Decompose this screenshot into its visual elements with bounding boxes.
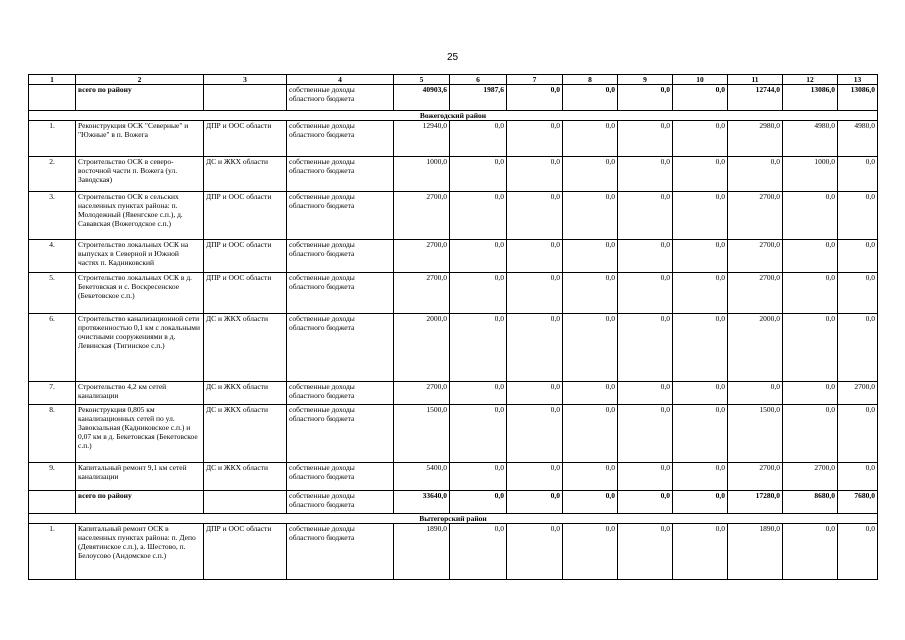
- value-col-13: 0,0: [838, 314, 878, 382]
- column-header: 7: [507, 75, 563, 85]
- funding-source: собственные доходы областного бюджета: [287, 85, 394, 111]
- value-col-10: 0,0: [673, 314, 728, 382]
- value-col-12: 2700,0: [783, 463, 838, 491]
- table-row: [29, 314, 878, 382]
- value-col-7: 0,0: [507, 314, 563, 382]
- row-number: 2.: [29, 157, 76, 192]
- responsible-dept: ДПР и ООС области: [204, 273, 287, 314]
- table-row: [29, 240, 878, 273]
- value-col-13: 0,0: [838, 524, 878, 580]
- value-col-8: 0,0: [563, 314, 618, 382]
- value-col-10: 0,0: [673, 157, 728, 192]
- value-col-10: 0,0: [673, 491, 728, 514]
- value-col-12: 0,0: [783, 192, 838, 240]
- row-number: 1.: [29, 121, 76, 157]
- responsible-dept: ДС и ЖКХ области: [204, 314, 287, 382]
- value-col-7: 0,0: [507, 85, 563, 111]
- value-col-10: 0,0: [673, 273, 728, 314]
- funding-source: собственные доходы областного бюджета: [287, 121, 394, 157]
- value-col-6: 1987,6: [450, 85, 507, 111]
- value-col-7: 0,0: [507, 524, 563, 580]
- project-name: Капитальный ремонт 9,1 км сетей канализации: [76, 463, 204, 491]
- value-col-8: 0,0: [563, 157, 618, 192]
- value-col-10: 0,0: [673, 405, 728, 463]
- value-col-13: 0,0: [838, 273, 878, 314]
- value-col-9: 0,0: [618, 491, 673, 514]
- value-col-11: 1890,0: [728, 524, 783, 580]
- responsible-dept: ДПР и ООС области: [204, 121, 287, 157]
- value-col-8: 0,0: [563, 382, 618, 405]
- value-col-11: 0,0: [728, 382, 783, 405]
- value-col-6: 0,0: [450, 240, 507, 273]
- value-col-13: 0,0: [838, 192, 878, 240]
- total-amount: 33640,0: [394, 491, 450, 514]
- responsible-dept: [204, 491, 287, 514]
- total-row: [29, 85, 878, 111]
- value-col-6: 0,0: [450, 524, 507, 580]
- column-header: 13: [838, 75, 878, 85]
- responsible-dept: ДС и ЖКХ области: [204, 405, 287, 463]
- row-number: 7.: [29, 382, 76, 405]
- total-row: [29, 491, 878, 514]
- value-col-7: 0,0: [507, 382, 563, 405]
- value-col-7: 0,0: [507, 273, 563, 314]
- value-col-12: 1000,0: [783, 157, 838, 192]
- value-col-7: 0,0: [507, 192, 563, 240]
- value-col-8: 0,0: [563, 240, 618, 273]
- value-col-9: 0,0: [618, 273, 673, 314]
- value-col-6: 0,0: [450, 157, 507, 192]
- value-col-11: 2700,0: [728, 240, 783, 273]
- responsible-dept: ДПР и ООС области: [204, 240, 287, 273]
- value-col-8: 0,0: [563, 463, 618, 491]
- value-col-7: 0,0: [507, 157, 563, 192]
- value-col-10: 0,0: [673, 121, 728, 157]
- row-number: 5.: [29, 273, 76, 314]
- table-body: [29, 75, 878, 580]
- total-amount: 2700,0: [394, 240, 450, 273]
- value-col-13: 4980,0: [838, 121, 878, 157]
- value-col-12: 13086,0: [783, 85, 838, 111]
- project-name: Строительство локальных ОСК в д. Бекетовская и с. Воскресенское (Бекетовское с.п.): [76, 273, 204, 314]
- value-col-6: 0,0: [450, 273, 507, 314]
- table-row: [29, 463, 878, 491]
- value-col-9: 0,0: [618, 382, 673, 405]
- table-row: [29, 157, 878, 192]
- column-header: 8: [563, 75, 618, 85]
- table-row: [29, 405, 878, 463]
- responsible-dept: ДС и ЖКХ области: [204, 463, 287, 491]
- column-header: 1: [29, 75, 76, 85]
- value-col-8: 0,0: [563, 273, 618, 314]
- value-col-13: 2700,0: [838, 382, 878, 405]
- value-col-11: 1500,0: [728, 405, 783, 463]
- row-number: 1.: [29, 524, 76, 580]
- section-header-row: [29, 111, 878, 121]
- value-col-8: 0,0: [563, 524, 618, 580]
- total-amount: 2700,0: [394, 273, 450, 314]
- value-col-9: 0,0: [618, 463, 673, 491]
- value-col-12: 0,0: [783, 405, 838, 463]
- project-name: Реконструкция 0,805 км канализационных сетей по ул. Завокзальная (Кадниковское с.п.) и 0,07 км в д. Бекетовская (Бекетовское с.п.): [76, 405, 204, 463]
- page-number: 25: [446, 52, 459, 63]
- row-number: 9.: [29, 463, 76, 491]
- responsible-dept: ДС и ЖКХ области: [204, 157, 287, 192]
- value-col-6: 0,0: [450, 491, 507, 514]
- value-col-8: 0,0: [563, 491, 618, 514]
- value-col-11: 2700,0: [728, 273, 783, 314]
- column-header: 11: [728, 75, 783, 85]
- column-header: 12: [783, 75, 838, 85]
- value-col-7: 0,0: [507, 405, 563, 463]
- value-col-10: 0,0: [673, 463, 728, 491]
- value-col-10: 0,0: [673, 192, 728, 240]
- project-name: всего по району: [76, 85, 204, 111]
- value-col-11: 12744,0: [728, 85, 783, 111]
- value-col-13: 0,0: [838, 240, 878, 273]
- budget-table: [28, 74, 878, 580]
- column-header: 6: [450, 75, 507, 85]
- project-name: Строительство ОСК в сельских населенных пунктах района: п. Молодежный (Явенгское с.п.), д. Сававская (Вожегодское с.п.): [76, 192, 204, 240]
- value-col-9: 0,0: [618, 157, 673, 192]
- value-col-10: 0,0: [673, 524, 728, 580]
- value-col-8: 0,0: [563, 85, 618, 111]
- total-amount: 1500,0: [394, 405, 450, 463]
- value-col-12: 0,0: [783, 273, 838, 314]
- column-header: 5: [394, 75, 450, 85]
- total-amount: 2700,0: [394, 382, 450, 405]
- project-name: всего по району: [76, 491, 204, 514]
- funding-source: собственные доходы областного бюджета: [287, 314, 394, 382]
- value-col-9: 0,0: [618, 85, 673, 111]
- column-header: 4: [287, 75, 394, 85]
- value-col-12: 0,0: [783, 382, 838, 405]
- row-number: 8.: [29, 405, 76, 463]
- section-title: Вытегорский район: [29, 514, 878, 524]
- value-col-10: 0,0: [673, 382, 728, 405]
- section-header-row: [29, 514, 878, 524]
- value-col-11: 2700,0: [728, 192, 783, 240]
- row-number: 3.: [29, 192, 76, 240]
- row-number: 6.: [29, 314, 76, 382]
- funding-source: собственные доходы областного бюджета: [287, 240, 394, 273]
- funding-source: собственные доходы областного бюджета: [287, 524, 394, 580]
- value-col-8: 0,0: [563, 192, 618, 240]
- value-col-9: 0,0: [618, 524, 673, 580]
- value-col-7: 0,0: [507, 121, 563, 157]
- funding-source: собственные доходы областного бюджета: [287, 491, 394, 514]
- value-col-6: 0,0: [450, 382, 507, 405]
- funding-source: собственные доходы областного бюджета: [287, 463, 394, 491]
- funding-source: собственные доходы областного бюджета: [287, 192, 394, 240]
- value-col-12: 0,0: [783, 524, 838, 580]
- row-number: 4.: [29, 240, 76, 273]
- value-col-13: 7680,0: [838, 491, 878, 514]
- responsible-dept: [204, 85, 287, 111]
- value-col-13: 0,0: [838, 157, 878, 192]
- value-col-12: 0,0: [783, 314, 838, 382]
- value-col-9: 0,0: [618, 121, 673, 157]
- section-title: Вожегодский район: [29, 111, 878, 121]
- funding-source: собственные доходы областного бюджета: [287, 157, 394, 192]
- value-col-11: 2700,0: [728, 463, 783, 491]
- project-name: Строительство ОСК в северо-восточной части п. Вожега (ул. Заводская): [76, 157, 204, 192]
- value-col-8: 0,0: [563, 121, 618, 157]
- value-col-12: 0,0: [783, 240, 838, 273]
- value-col-6: 0,0: [450, 463, 507, 491]
- project-name: Строительство локальных ОСК на выпусках в Северной и Южной частях п. Кадниковский: [76, 240, 204, 273]
- responsible-dept: ДПР и ООС области: [204, 192, 287, 240]
- total-amount: 12940,0: [394, 121, 450, 157]
- value-col-7: 0,0: [507, 491, 563, 514]
- responsible-dept: ДПР и ООС области: [204, 524, 287, 580]
- table-row: [29, 192, 878, 240]
- value-col-9: 0,0: [618, 405, 673, 463]
- value-col-10: 0,0: [673, 240, 728, 273]
- row-number: [29, 491, 76, 514]
- project-name: Строительство 4,2 км сетей канализации: [76, 382, 204, 405]
- value-col-11: 17280,0: [728, 491, 783, 514]
- value-col-6: 0,0: [450, 192, 507, 240]
- funding-source: собственные доходы областного бюджета: [287, 382, 394, 405]
- value-col-12: 4980,0: [783, 121, 838, 157]
- total-amount: 2000,0: [394, 314, 450, 382]
- responsible-dept: ДС и ЖКХ области: [204, 382, 287, 405]
- total-amount: 1000,0: [394, 157, 450, 192]
- value-col-9: 0,0: [618, 192, 673, 240]
- total-amount: 40903,6: [394, 85, 450, 111]
- value-col-9: 0,0: [618, 314, 673, 382]
- row-number: [29, 85, 76, 111]
- value-col-13: 13086,0: [838, 85, 878, 111]
- value-col-6: 0,0: [450, 405, 507, 463]
- column-header: 2: [76, 75, 204, 85]
- value-col-13: 0,0: [838, 463, 878, 491]
- total-amount: 5400,0: [394, 463, 450, 491]
- value-col-8: 0,0: [563, 405, 618, 463]
- funding-source: собственные доходы областного бюджета: [287, 405, 394, 463]
- value-col-11: 2980,0: [728, 121, 783, 157]
- value-col-6: 0,0: [450, 121, 507, 157]
- project-name: Реконструкция ОСК "Северные" и "Южные" в п. Вожега: [76, 121, 204, 157]
- value-col-7: 0,0: [507, 240, 563, 273]
- value-col-10: 0,0: [673, 85, 728, 111]
- value-col-11: 0,0: [728, 157, 783, 192]
- column-header: 9: [618, 75, 673, 85]
- project-name: Капитальный ремонт ОСК в населенных пунктах района: п. Депо (Девятинское с.п.), а. Шестово, п. Белоусово (Андомское с.п.): [76, 524, 204, 580]
- table-row: [29, 121, 878, 157]
- table-row: [29, 273, 878, 314]
- funding-source: собственные доходы областного бюджета: [287, 273, 394, 314]
- value-col-11: 2000,0: [728, 314, 783, 382]
- table-row: [29, 524, 878, 580]
- column-header: 3: [204, 75, 287, 85]
- value-col-9: 0,0: [618, 240, 673, 273]
- value-col-13: 0,0: [838, 405, 878, 463]
- total-amount: 1890,0: [394, 524, 450, 580]
- value-col-6: 0,0: [450, 314, 507, 382]
- value-col-7: 0,0: [507, 463, 563, 491]
- column-header: 10: [673, 75, 728, 85]
- total-amount: 2700,0: [394, 192, 450, 240]
- value-col-12: 8680,0: [783, 491, 838, 514]
- table-row: [29, 382, 878, 405]
- project-name: Строительство канализационной сети протяженностью 0,1 км с локальными очистными сооружениями в д. Левинская (Тигинское с.п.): [76, 314, 204, 382]
- header-row: [29, 75, 878, 85]
